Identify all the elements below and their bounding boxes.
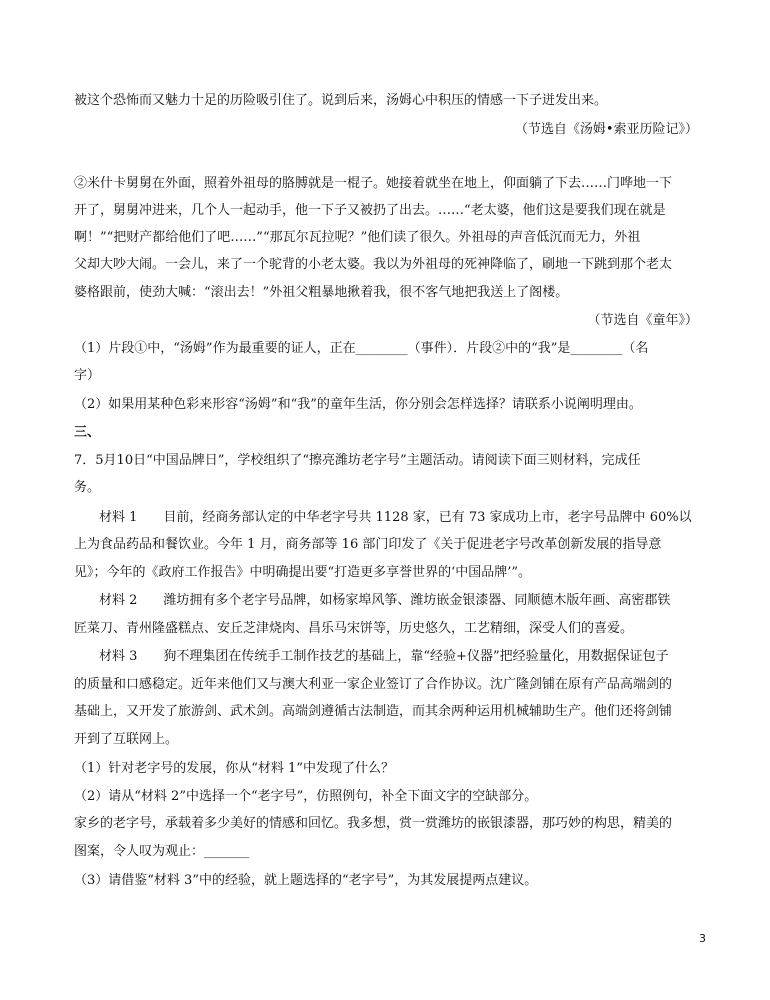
material3-line3: 基础上，又开发了旅游剑、武术剑。高端剑遵循古法制造，而其余两种运用机械辅助生产。他们还将剑铺 — [74, 704, 673, 719]
passage2-line: ②米什卡舅舅在外面，照着外祖母的胳膊就是一棍子。她接着就坐在地上，仰面躺了下去……门哗地一下 — [74, 176, 673, 191]
task2-example-line1: 家乡的老字号，承载着多少美好的情感和回忆。我多想，赏一赏潍坊的嵌银漆器，那巧妙的构思，精美的 — [74, 816, 673, 831]
passage1-source: （节选自《汤姆•索亚历险记》） — [514, 122, 698, 137]
passage1-last-line: 被这个恐怖而又魅力十足的历险吸引住了。说到后来，汤姆心中积压的情感一下子迸发出来。 — [74, 93, 608, 108]
material1-line3: 见》；今年的《政府工作报告》中明确提出要“打造更多享誉世界的‘中国品牌’”。 — [74, 565, 532, 580]
page-number: 3 — [699, 932, 706, 945]
material1-label: 材料 1 — [99, 510, 138, 525]
material3-text: 狗不理集团在传统手工制作技艺的基础上，靠“经验+仪器”把经验量化，用数据保证包子 — [163, 649, 669, 664]
material1-line1 — [99, 509, 692, 527]
question7-line2: 务。 — [74, 480, 101, 495]
material2-text: 潍坊拥有多个老字号品牌，如杨家埠风筝、潍坊嵌金银漆器、同顺德木版年画、高密郡铁 — [163, 593, 671, 608]
material3-line1 — [99, 648, 669, 666]
question6-2: （2）如果用某种色彩来形容“汤姆”和“我”的童年生活，你分别会怎样选择？请联系小说阐明理由。 — [74, 397, 642, 412]
passage2-line: 啊！”“把财产都给他们了吧……”“那瓦尔瓦拉呢？”他们读了很久。外祖母的声音低沉而无力，外祖 — [74, 230, 641, 245]
material3-label: 材料 3 — [99, 649, 138, 664]
material2-line1 — [99, 592, 670, 610]
section-heading: 三、 — [74, 425, 101, 440]
material1-text: 目前，经商务部认定的中华老字号共 1128 家，已有 73 家成功上市，老字号品牌中 60%以 — [163, 510, 692, 525]
passage2-line: 父却大吵大闹。一会儿，来了一个驼背的小老太婆。我以为外祖母的死神降临了，刷地一下跳到那个老太 — [74, 257, 673, 272]
material2-label: 材料 2 — [99, 593, 138, 608]
question7-line1: 7．5月10日“中国品牌日”，学校组织了“擦亮潍坊老字号”主题活动。请阅读下面三则材料，完成任 — [74, 453, 641, 468]
task2: （2）请从“材料 2”中选择一个“老字号”，仿照例句，补全下面文字的空缺部分。 — [74, 789, 538, 804]
task1: （1）针对老字号的发展，你从“材料 1”中发现了什么？ — [74, 761, 394, 776]
material2-line2: 匠菜刀、青州隆盛糕点、安丘芝津烧肉、昌乐马宋饼等，历史悠久，工艺精细，深受人们的喜爱。 — [74, 621, 634, 636]
passage2-line: 开了，舅舅冲进来，几个人一起动手，他一下子又被扔了出去。……“老太婆，他们这是要我们现在就是 — [74, 203, 666, 218]
material3-line2: 的质量和口感稳定。近年来他们又与澳大利亚一家企业签订了合作协议。沈广隆剑铺在原有产品高端剑的 — [74, 677, 673, 692]
material3-line4: 开到了互联网上。 — [74, 732, 179, 747]
question6-1-line2: 字） — [74, 368, 101, 383]
task2-example-line2: 图案，令人叹为观止：_______ — [74, 844, 250, 859]
question6-1-line1: （1）片段①中，“汤姆”作为最重要的证人，正在________（事件）．片段②中的“我”是________（名 — [74, 341, 649, 356]
material1-line2: 上为食品药品和餐饮业。今年 1 月，商务部等 16 部门印发了《关于促进老字号改革创新发展的指导意 — [74, 537, 662, 552]
passage2-line: 婆格跟前，使劲大喊：“滚出去！”外祖父粗暴地揪着我，很不客气地把我送上了阁楼。 — [74, 285, 569, 300]
task3: （3）请借鉴“材料 3”中的经验，就上题选择的“老字号”，为其发展提两点建议。 — [74, 873, 538, 888]
passage2-source: （节选自《童年》） — [587, 313, 698, 328]
